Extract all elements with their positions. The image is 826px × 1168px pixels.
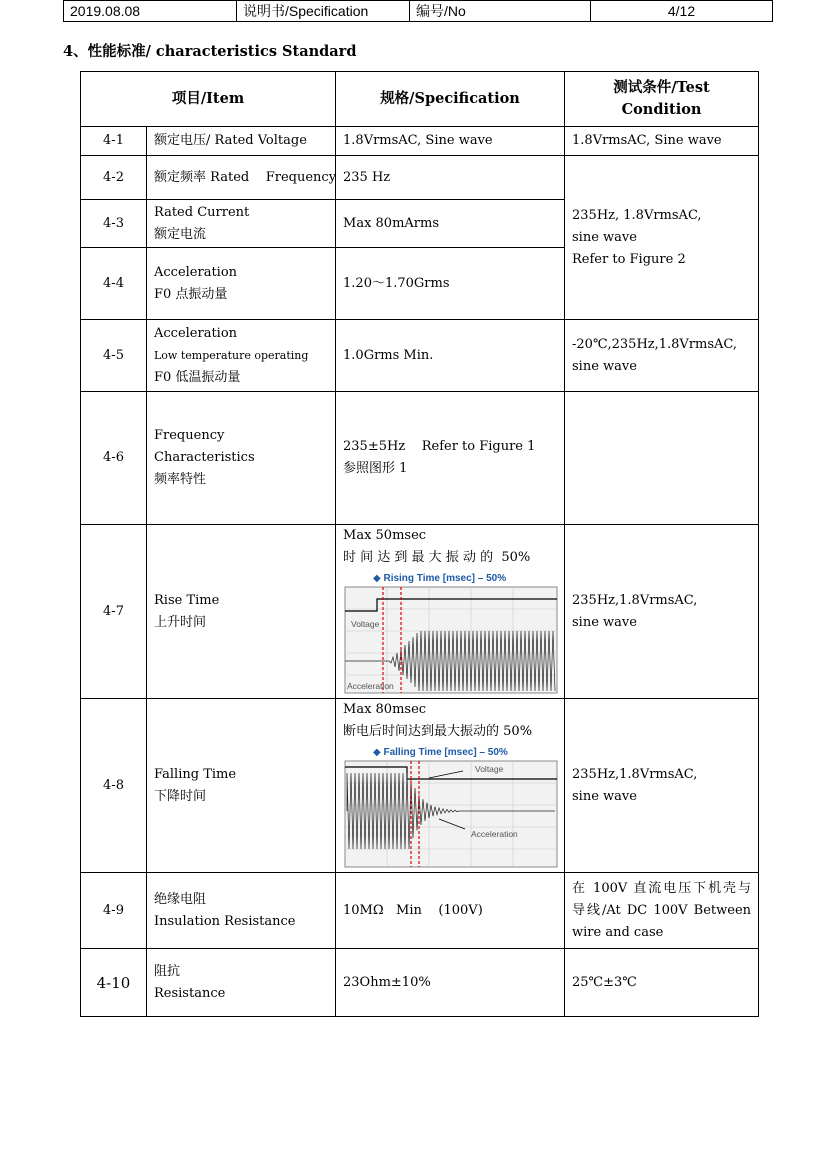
test-cell: 1.8VrmsAC, Sine wave <box>565 127 759 156</box>
spec-cell: Max 80msec 断电后时间达到最大振动的 50% ◆ Falling Time [msec] – 50% Voltage Acceleration <box>336 699 565 873</box>
row-number: 4-3 <box>81 200 147 248</box>
row-number: 4-5 <box>81 320 147 392</box>
section-title: 4、性能标准/ characteristics Standard <box>63 43 357 60</box>
spec-cell: 23Ohm±10% <box>336 949 565 1017</box>
col-spec-header: 规格/Specification <box>336 72 565 127</box>
row-number: 4-6 <box>81 392 147 525</box>
item-cell: Rated Current 额定电流 <box>147 200 336 248</box>
item-cell: 额定电压/ Rated Voltage <box>147 127 336 156</box>
test-cell-merged: 235Hz, 1.8VrmsAC, sine wave Refer to Figure 2 <box>565 156 759 320</box>
col-item-header: 项目/Item <box>81 72 336 127</box>
page-header <box>63 0 773 22</box>
spec-cell: 1.8VrmsAC, Sine wave <box>336 127 565 156</box>
spec-cell: 235±5Hz Refer to Figure 1 参照图形 1 <box>336 392 565 525</box>
fall-chart-title: ◆ Falling Time [msec] – 50% <box>373 747 508 758</box>
table-row <box>81 873 759 949</box>
fall-time-chart <box>343 745 559 869</box>
row-number: 4-4 <box>81 248 147 320</box>
test-cell: 25℃±3℃ <box>565 949 759 1017</box>
test-cell: 在 100V 直流电压下机壳与 导线/At DC 100V Between wire and case <box>565 873 759 949</box>
item-cell: Acceleration F0 点振动量 <box>147 248 336 320</box>
header-date: 2019.08.08 <box>64 1 237 22</box>
item-cell: 额定频率 Rated Frequency <box>147 156 336 200</box>
row-number: 4-7 <box>81 525 147 699</box>
table-row <box>81 949 759 1017</box>
fall-chart-frame <box>345 761 557 867</box>
fall-voltage-label: Voltage <box>475 764 504 774</box>
item-cell: Falling Time 下降时间 <box>147 699 336 873</box>
spec-cell: 1.20～1.70Grms <box>336 248 565 320</box>
spec-cell: Max 80mArms <box>336 200 565 248</box>
spec-cell: Max 50msec 时 间 达 到 最 大 振 动 的 50% ◆ Rising Time [msec] – 50% Voltage Acceleration <box>336 525 565 699</box>
item-cell: Acceleration Low temperature operating F0 低温振动量 <box>147 320 336 392</box>
header-doc-label: 说明书/Specification <box>237 1 410 22</box>
table-row <box>81 392 759 525</box>
header-no-label: 编号/No <box>410 1 591 22</box>
spec-cell: 235 Hz <box>336 156 565 200</box>
item-cell: Rise Time 上升时间 <box>147 525 336 699</box>
spec-table <box>80 71 759 1017</box>
row-number: 4-10 <box>81 949 147 1017</box>
spec-cell: 1.0Grms Min. <box>336 320 565 392</box>
rise-acceleration-label: Acceleration <box>347 681 394 691</box>
header-page: 4/12 <box>591 1 773 22</box>
fall-acceleration-label: Acceleration <box>471 829 518 839</box>
test-cell: 235Hz,1.8VrmsAC, sine wave <box>565 525 759 699</box>
test-cell: -20℃,235Hz,1.8VrmsAC, sine wave <box>565 320 759 392</box>
spec-cell: 10MΩ Min (100V) <box>336 873 565 949</box>
table-row <box>81 320 759 392</box>
item-cell: 阻抗 Resistance <box>147 949 336 1017</box>
rise-voltage-label: Voltage <box>351 619 380 629</box>
item-cell: 绝缘电阻 Insulation Resistance <box>147 873 336 949</box>
test-cell <box>565 392 759 525</box>
table-header-row <box>81 72 759 127</box>
rise-chart-title: ◆ Rising Time [msec] – 50% <box>373 573 507 584</box>
table-row <box>81 525 759 699</box>
rise-time-chart <box>343 571 559 695</box>
row-number: 4-9 <box>81 873 147 949</box>
item-cell: Frequency Characteristics 频率特性 <box>147 392 336 525</box>
test-cell: 235Hz,1.8VrmsAC, sine wave <box>565 699 759 873</box>
table-row <box>81 699 759 873</box>
table-row <box>81 127 759 156</box>
row-number: 4-1 <box>81 127 147 156</box>
col-test-header: 测试条件/Test Condition <box>565 72 759 127</box>
row-number: 4-2 <box>81 156 147 200</box>
row-number: 4-8 <box>81 699 147 873</box>
table-row <box>81 156 759 200</box>
